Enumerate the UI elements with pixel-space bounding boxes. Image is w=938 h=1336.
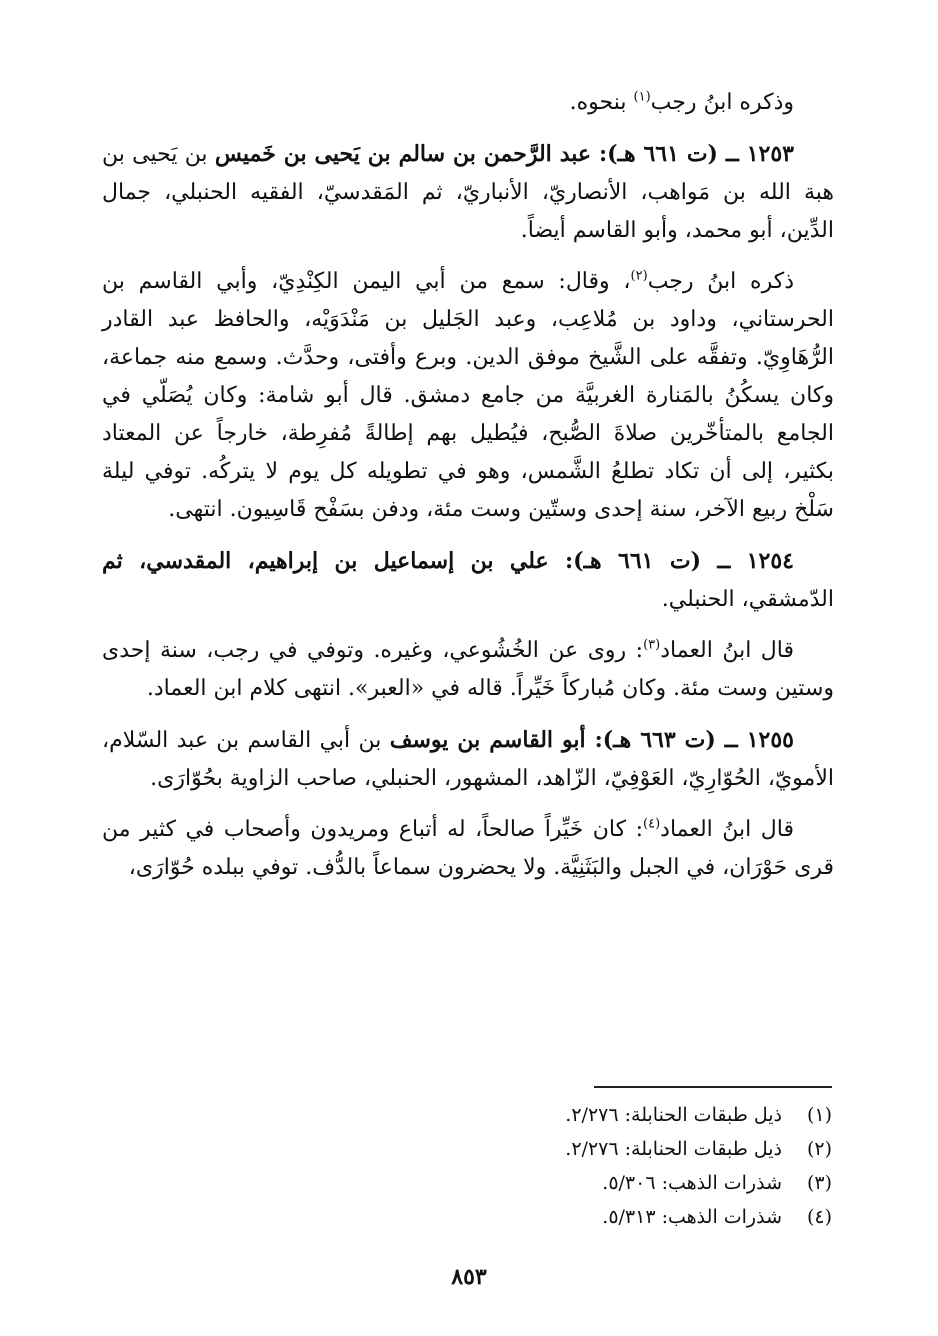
entry-1255-title: ١٢٥٥ ــ (ت ٦٦٣ هـ): أبو القاسم بن يوسف <box>389 727 794 753</box>
entry-1255-body-b: : كان خَيِّراً صالحاً، له أتباع ومريدون وأصحاب في كثير من قرى حَوْرَان، في الجبل والبَثَنِيَّة. ولا يحضرون سماعاً بالدُّف. توفي ببلده حُوّارَى، <box>102 817 834 880</box>
entry-1253-body-b: ، وقال: سمع من أبي اليمن الكِنْدِيّ، وأبي القاسم بن الحرستاني، وداود بن مُلاعِب، وعبد الجَليل بن مَنْدَوَيْه، والحافظ عبد القادر الرُّهَاوِيّ. وتفقَّه على الشَّيخ موفق الدين. وبرع وأفتى، وحدَّث. وسمع منه جماعة، وكان يسكُنُ بالمَنارة الغربيَّة من جامع دمشق. قال أبو شامة: وكان يُصَلّي في الجامع بالمتأخّرين صلاةَ الصُّبح، فيُطيل بهم إطالةً مُفرِطة، خارجاً عن المعتاد بكثير، إلى أن تكاد تطلعُ الشَّمس، وهو في تطويله كل يوم لا يتركُه. توفي ليلة سَلْخ ربيع الآخر، سنة إحدى وستّين وست مئة، ودفن بسَفْح قَاسِيون. انتهى. <box>102 269 834 522</box>
entry-1253-rest: بن يَحيى بن هبة الله بن مَواهب، الأنصاريّ، الأنباريّ، ثم المَقدسيّ، الفقيه الحنبلي، جمال الدِّين، أبو محمد، وأبو القاسم أيضاً. <box>102 142 834 243</box>
entry-1254-heading <box>102 542 834 619</box>
intro-text-a: وذكره ابنُ رجب <box>650 90 794 115</box>
footnote-number: (٢) <box>806 1138 832 1160</box>
entry-1253-title: ١٢٥٣ ــ (ت ٦٦١ هـ): عبد الرَّحمن بن سالم بن يَحيى بن خَميس <box>214 141 794 167</box>
entry-1255-heading <box>102 721 834 798</box>
intro-paragraph <box>102 84 834 122</box>
entry-1253-heading <box>102 135 834 250</box>
footnote-ref-3: (٣) <box>643 637 661 653</box>
footnote-item <box>332 1166 832 1200</box>
footnote-text: ذيل طبقات الحنابلة: ٢/٢٧٦. <box>565 1104 782 1126</box>
footnote-item <box>332 1132 832 1166</box>
footnote-ref-4: (٤) <box>643 816 661 832</box>
footnote-item <box>332 1200 832 1234</box>
footnote-text: شذرات الذهب: ٥/٣٠٦. <box>602 1172 782 1194</box>
footnote-ref-2: (٢) <box>630 268 648 284</box>
entry-1253-body <box>102 263 834 529</box>
footnote-text: شذرات الذهب: ٥/٣١٣. <box>602 1206 782 1228</box>
footnote-separator <box>594 1086 832 1088</box>
entry-1255-rest: بن أبي القاسم بن عبد السّلام، الأمويّ، الحُوّارِيّ، العَوْفِيّ، الزّاهد، المشهور، الحنبلي، صاحب الزاوية بحُوّارَى. <box>102 728 834 791</box>
entry-1255-body-a: قال ابنُ العماد <box>660 817 795 842</box>
footnote-number: (١) <box>806 1104 832 1126</box>
page-number: ٨٥٣ <box>451 1264 487 1290</box>
entry-1254-body <box>102 632 834 708</box>
entry-1253-body-a: ذكره ابنُ رجب <box>647 269 794 294</box>
footnote-ref-1: (١) <box>633 89 651 105</box>
entry-1254-body-b: : روى عن الخُشُوعي، وغيره. وتوفي في رجب، سنة إحدى وستين وست مئة. وكان مُباركاً خَيِّراً. قاله في «العبر». انتهى كلام ابن العماد. <box>102 638 834 701</box>
footnote-item <box>332 1098 832 1132</box>
footnote-number: (٣) <box>806 1172 832 1194</box>
entry-1255-body <box>102 811 834 887</box>
footnote-text: ذيل طبقات الحنابلة: ٢/٢٧٦. <box>565 1138 782 1160</box>
footnotes <box>332 1098 832 1234</box>
entry-1254-rest: الدّمشقي، الحنبلي. <box>661 587 834 612</box>
main-text <box>102 84 834 900</box>
footnote-number: (٤) <box>806 1206 832 1228</box>
entry-1254-body-a: قال ابنُ العماد <box>660 638 794 663</box>
intro-text-b: بنحوه. <box>569 90 634 115</box>
entry-1254-title: ١٢٥٤ ــ (ت ٦٦١ هـ): علي بن إسماعيل بن إبراهيم، المقدسي، ثم <box>102 548 794 574</box>
